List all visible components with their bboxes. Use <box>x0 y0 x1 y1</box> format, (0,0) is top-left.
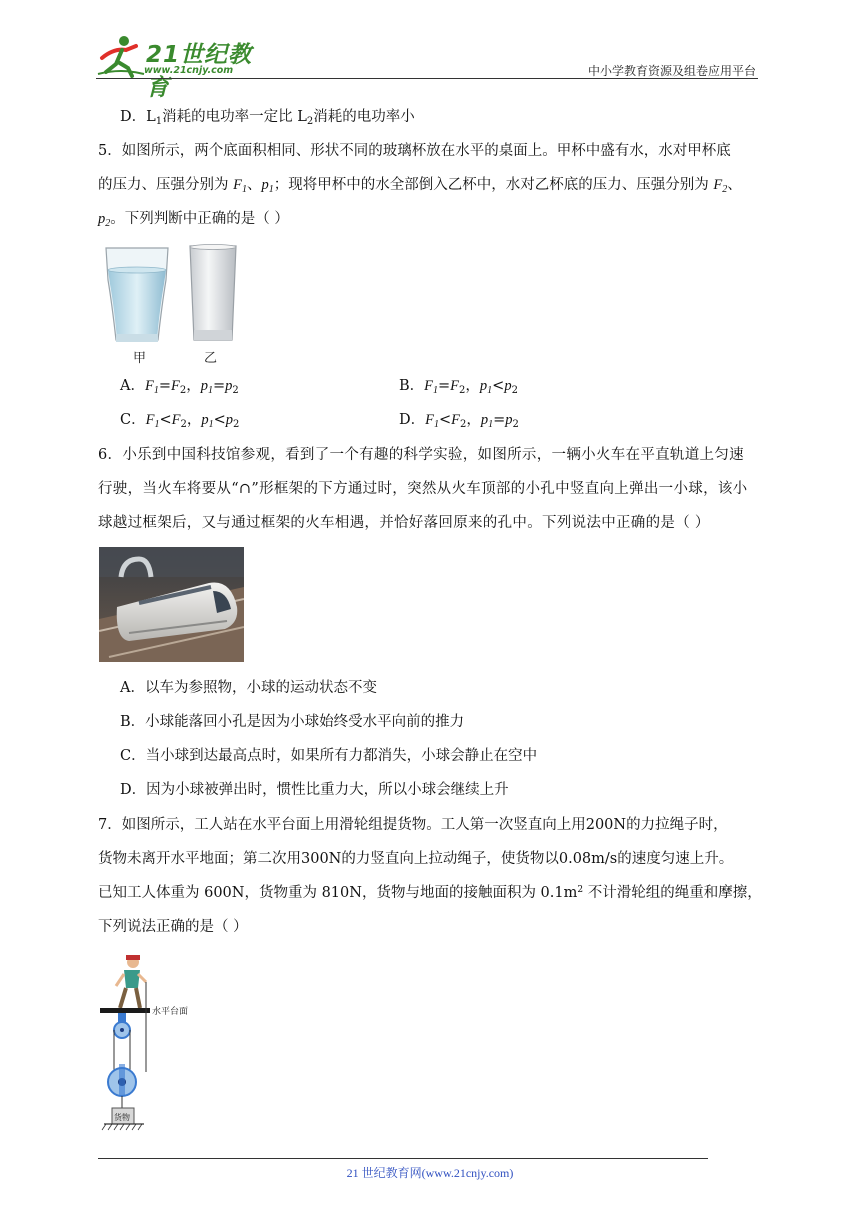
page-footer <box>0 1164 860 1181</box>
label-platform: 水平台面 <box>152 1007 189 1017</box>
q6-option-b: B．小球能落回小孔是因为小球始终受水平向前的推力 <box>120 714 465 730</box>
q5-option-c: C．$F_1<F_2$，$p_1<p_2$ <box>120 412 240 430</box>
q5-glass-figure <box>100 244 250 368</box>
q7-stem-line1: 7．如图所示，工人站在水平台面上用滑轮组提货物。工人第一次竖直向上用200N的力拉绳子时， <box>98 817 728 833</box>
q6-option-a: A．以车为参照物，小球的运动状态不变 <box>120 680 377 696</box>
page-header <box>96 30 758 101</box>
q7-stem-line3: 已知工人体重为 600N，货物重为 810N，货物与地面的接触面积为 $0.1m^2$ 不计滑轮组的绳重和摩擦， <box>98 885 762 901</box>
q5-option-b: B．$F_1=F_2$，$p_1<p_2$ <box>399 378 518 396</box>
q6-option-c: C．当小球到达最高点时，如果所有力都消失，小球会静止在空中 <box>120 748 538 764</box>
platform-name: 中小学教育资源及组卷应用平台 <box>587 64 756 78</box>
header-divider <box>96 78 758 79</box>
q5-option-d: D．$F_1<F_2$，$p_1=p_2$ <box>399 412 519 430</box>
q5-stem-line2: 的压力、压强分别为 $F_1$、$p_1$；现将甲杯中的水全部倒入乙杯中，水对乙杯底的压力、压强分别为 $F_2$、 <box>98 177 742 195</box>
q5-option-a: A．$F_1=F_2$，$p_1=p_2$ <box>120 378 239 396</box>
site-logo <box>96 34 266 101</box>
logo-text: 21世纪教育 <box>146 42 253 101</box>
q5-stem-line3: $p_2$。下列判断中正确的是（ ） <box>98 211 289 229</box>
q6-stem-line3: 球越过框架后，又与通过框架的火车相遇，并恰好落回原来的孔中。下列说法中正确的是（ ） <box>98 515 710 531</box>
q7-stem-line2: 货物未离开水平地面；第二次用300N的力竖直向上拉动绳子，使货物以0.08m/s的速度匀速上升。 <box>98 851 734 867</box>
q4-option-d: D．$L_1$消耗的电功率一定比 $L_2$消耗的电功率小 <box>120 109 415 127</box>
logo-url: www.21cnjy.com <box>144 65 234 76</box>
footer-divider <box>98 1158 708 1159</box>
q7-pulley-figure <box>100 952 210 1136</box>
q6-stem-line1: 6．小乐到中国科技馆参观，看到了一个有趣的科学实验，如图所示，一辆小火车在平直轨道上匀速 <box>98 447 744 463</box>
footer-text: 21 世纪教育网(www.21cnjy.com) <box>346 1166 514 1180</box>
q7-stem-line4: 下列说法正确的是（ ） <box>98 919 248 935</box>
q6-train-photo <box>99 547 244 662</box>
label-cargo: 货物 <box>114 1113 130 1122</box>
q6-option-d: D．因为小球被弹出时，惯性比重力大，所以小球会继续上升 <box>120 782 509 798</box>
runner-logo-icon <box>96 34 146 78</box>
label-jia: 甲 <box>133 351 147 366</box>
q5-stem-line1: 5．如图所示，两个底面积相同、形状不同的玻璃杯放在水平的桌面上。甲杯中盛有水，水对甲杯底 <box>98 143 731 159</box>
q6-stem-line2: 行驶，当火车将要从“∩”形框架的下方通过时，突然从火车顶部的小孔中竖直向上弹出一小球，该小 <box>98 481 748 497</box>
label-yi: 乙 <box>204 351 218 366</box>
